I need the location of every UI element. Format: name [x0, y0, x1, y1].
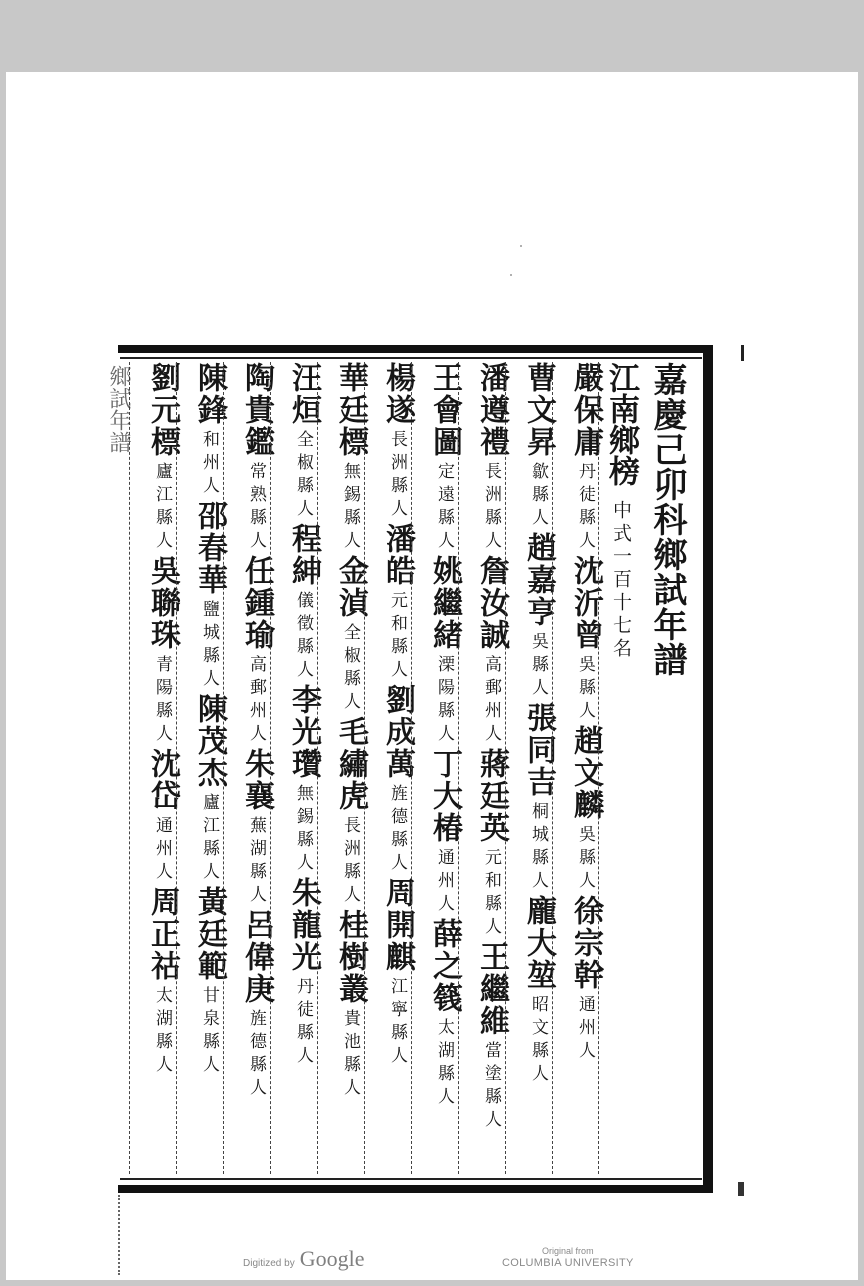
exam-quota: 中式一百十七名 — [610, 500, 632, 661]
candidate-name: 楊遂 — [380, 362, 415, 426]
candidate-entry — [239, 362, 274, 554]
candidate-origin: 廬江縣人 — [152, 462, 172, 554]
candidate-origin: 長洲縣人 — [387, 430, 407, 522]
original-from-label: Original from — [542, 1246, 594, 1256]
candidate-origin: 元和縣人 — [481, 848, 501, 940]
candidate-entry — [380, 684, 415, 876]
candidate-entry — [286, 877, 321, 1069]
candidate-name: 潘遵禮 — [474, 362, 509, 458]
digitized-by-google — [243, 1246, 364, 1272]
candidate-origin: 和州人 — [199, 430, 219, 499]
candidate-origin: 江寧縣人 — [387, 977, 407, 1069]
candidate-origin: 吳縣人 — [575, 655, 595, 724]
candidate-entry — [427, 918, 462, 1110]
candidate-origin: 通州人 — [434, 848, 454, 917]
candidate-origin: 吳縣人 — [528, 632, 548, 701]
candidate-entry — [474, 362, 509, 554]
candidate-entry — [521, 532, 556, 701]
column-rule — [505, 362, 506, 1174]
candidate-origin: 廬江縣人 — [199, 793, 219, 885]
candidate-entry — [145, 362, 180, 554]
google-logo: Google — [299, 1246, 365, 1271]
candidate-origin: 無錫縣人 — [293, 784, 313, 876]
candidate-column — [272, 362, 321, 1177]
candidate-name: 劉成萬 — [380, 684, 415, 780]
candidate-name: 華廷標 — [333, 362, 368, 458]
candidate-entry — [333, 555, 368, 715]
candidate-entry — [145, 886, 180, 1078]
candidate-entry — [568, 725, 603, 894]
candidate-entry — [474, 748, 509, 940]
candidate-origin: 通州人 — [152, 816, 172, 885]
candidate-name: 陳茂杰 — [192, 693, 227, 789]
candidate-entry — [192, 500, 227, 692]
candidate-name: 嚴保庸 — [568, 362, 603, 458]
candidate-origin: 旌德縣人 — [387, 784, 407, 876]
candidate-origin: 高郵州人 — [246, 655, 266, 747]
candidate-origin: 貴池縣人 — [340, 1009, 360, 1101]
candidate-name: 趙嘉亨 — [521, 532, 556, 628]
candidate-entry — [427, 362, 462, 554]
candidate-column — [554, 362, 603, 1177]
column-rule — [458, 362, 459, 1174]
candidate-name: 陶貴鑑 — [239, 362, 274, 458]
candidate-entry — [239, 748, 274, 908]
candidate-entry — [474, 941, 509, 1133]
candidate-entry — [380, 523, 415, 683]
candidate-name: 金湞 — [333, 555, 368, 619]
candidate-entry — [145, 748, 180, 885]
column-rule — [598, 362, 599, 1174]
candidate-origin: 鹽城縣人 — [199, 600, 219, 692]
candidate-name: 薛之篯 — [427, 918, 462, 1014]
candidate-entry — [333, 716, 368, 908]
candidate-name: 桂樹叢 — [333, 909, 368, 1005]
candidate-origin: 歙縣人 — [528, 462, 548, 531]
candidate-entry — [333, 362, 368, 554]
candidate-entry — [286, 684, 321, 876]
candidate-entry — [568, 895, 603, 1064]
candidate-name: 王繼維 — [474, 941, 509, 1037]
candidate-entry — [286, 362, 321, 522]
candidate-origin: 全椒縣人 — [293, 430, 313, 522]
column-rule — [223, 362, 224, 1174]
candidate-origin: 桐城縣人 — [528, 802, 548, 894]
original-from-columbia — [502, 1247, 634, 1269]
candidate-name: 潘皓 — [380, 523, 415, 587]
candidate-origin: 常熟縣人 — [246, 462, 266, 554]
candidate-name: 汪烜 — [286, 362, 321, 426]
candidate-entry — [521, 895, 556, 1087]
candidate-name: 張同吉 — [521, 702, 556, 798]
candidate-name: 呂偉庚 — [239, 909, 274, 1005]
candidate-column — [319, 362, 368, 1177]
candidate-entry — [427, 555, 462, 747]
candidate-origin: 丹徒縣人 — [293, 977, 313, 1069]
candidate-name: 劉元標 — [145, 362, 180, 458]
candidate-origin: 定遠縣人 — [434, 462, 454, 554]
candidate-entry — [286, 523, 321, 683]
exam-region: 江南鄉榜 — [603, 362, 639, 486]
candidate-entry — [239, 555, 274, 747]
candidate-origin: 通州人 — [575, 995, 595, 1064]
candidate-origin: 無錫縣人 — [340, 462, 360, 554]
candidate-name: 黃廷範 — [192, 886, 227, 982]
candidate-origin: 儀徵縣人 — [293, 591, 313, 683]
candidate-entry — [427, 748, 462, 917]
candidate-name: 詹汝誠 — [474, 555, 509, 651]
page-edge-mark — [741, 345, 744, 361]
candidate-name: 邵春華 — [192, 500, 227, 596]
candidate-origin: 昭文縣人 — [528, 995, 548, 1087]
candidate-origin: 蕪湖縣人 — [246, 816, 266, 908]
candidate-name: 沈岱 — [145, 748, 180, 812]
candidate-column — [178, 362, 227, 1177]
candidate-entry — [333, 909, 368, 1101]
candidate-name: 李光瓚 — [286, 684, 321, 780]
candidate-entry — [380, 362, 415, 522]
candidate-entry — [192, 693, 227, 885]
column-rule — [411, 362, 412, 1174]
candidate-origin: 太湖縣人 — [152, 986, 172, 1078]
candidate-entry — [521, 702, 556, 894]
candidate-name: 趙文麟 — [568, 725, 603, 821]
candidate-column — [460, 362, 509, 1177]
candidate-entry — [380, 877, 415, 1069]
candidate-origin: 長洲縣人 — [340, 816, 360, 908]
adjacent-page-fragment: 鄉試年譜 — [106, 365, 131, 453]
candidate-entry — [192, 886, 227, 1078]
candidate-name: 吳聯珠 — [145, 555, 180, 651]
column-rule — [176, 362, 177, 1174]
candidate-name: 龐大堃 — [521, 895, 556, 991]
candidate-name: 姚繼緒 — [427, 555, 462, 651]
candidate-entry — [568, 362, 603, 554]
candidate-origin: 全椒縣人 — [340, 623, 360, 715]
page-title: 嘉慶己卯科鄉試年譜 — [647, 362, 687, 677]
margin-marks — [118, 1195, 123, 1275]
page-edge-mark — [738, 1182, 744, 1196]
candidate-name: 陳鋒 — [192, 362, 227, 426]
scan-speck — [510, 274, 512, 276]
candidate-origin: 長洲縣人 — [481, 462, 501, 554]
institution-name: COLUMBIA UNIVERSITY — [502, 1256, 634, 1269]
candidate-origin: 當塗縣人 — [481, 1041, 501, 1133]
candidate-origin: 旌德縣人 — [246, 1009, 266, 1101]
candidate-name: 丁大椿 — [427, 748, 462, 844]
candidate-origin: 青陽縣人 — [152, 655, 172, 747]
candidate-name: 周開麒 — [380, 877, 415, 973]
candidate-origin: 吳縣人 — [575, 825, 595, 894]
candidate-name: 朱襄 — [239, 748, 274, 812]
column-rule — [270, 362, 271, 1174]
candidate-name: 王會圖 — [427, 362, 462, 458]
candidate-column — [131, 362, 180, 1177]
candidate-name: 周正祜 — [145, 886, 180, 982]
digitized-by-label: Digitized by — [243, 1258, 295, 1269]
column-rule — [317, 362, 318, 1174]
candidate-column — [366, 362, 415, 1177]
candidate-entry — [145, 555, 180, 747]
candidate-column — [413, 362, 462, 1177]
subheading — [598, 362, 644, 1177]
candidate-name: 沈沂曾 — [568, 555, 603, 651]
candidate-name: 毛繡虎 — [333, 716, 368, 812]
candidate-origin: 溧陽縣人 — [434, 655, 454, 747]
candidate-entry — [474, 555, 509, 747]
column-rule — [552, 362, 553, 1174]
candidate-entry — [568, 555, 603, 724]
candidate-column — [507, 362, 556, 1177]
candidate-name: 曹文昇 — [521, 362, 556, 458]
candidate-name: 徐宗幹 — [568, 895, 603, 991]
candidate-origin: 甘泉縣人 — [199, 986, 219, 1078]
candidate-entry — [239, 909, 274, 1101]
candidate-origin: 高郵州人 — [481, 655, 501, 747]
candidate-name: 蔣廷英 — [474, 748, 509, 844]
candidate-entry — [192, 362, 227, 499]
scan-speck — [520, 245, 522, 247]
candidate-origin: 太湖縣人 — [434, 1018, 454, 1110]
candidate-origin: 丹徒縣人 — [575, 462, 595, 554]
candidate-name: 任鍾瑜 — [239, 555, 274, 651]
candidate-column — [225, 362, 274, 1177]
candidate-origin: 元和縣人 — [387, 591, 407, 683]
candidate-name: 程紳 — [286, 523, 321, 587]
candidate-entry — [521, 362, 556, 531]
candidate-name: 朱龍光 — [286, 877, 321, 973]
column-rule — [364, 362, 365, 1174]
